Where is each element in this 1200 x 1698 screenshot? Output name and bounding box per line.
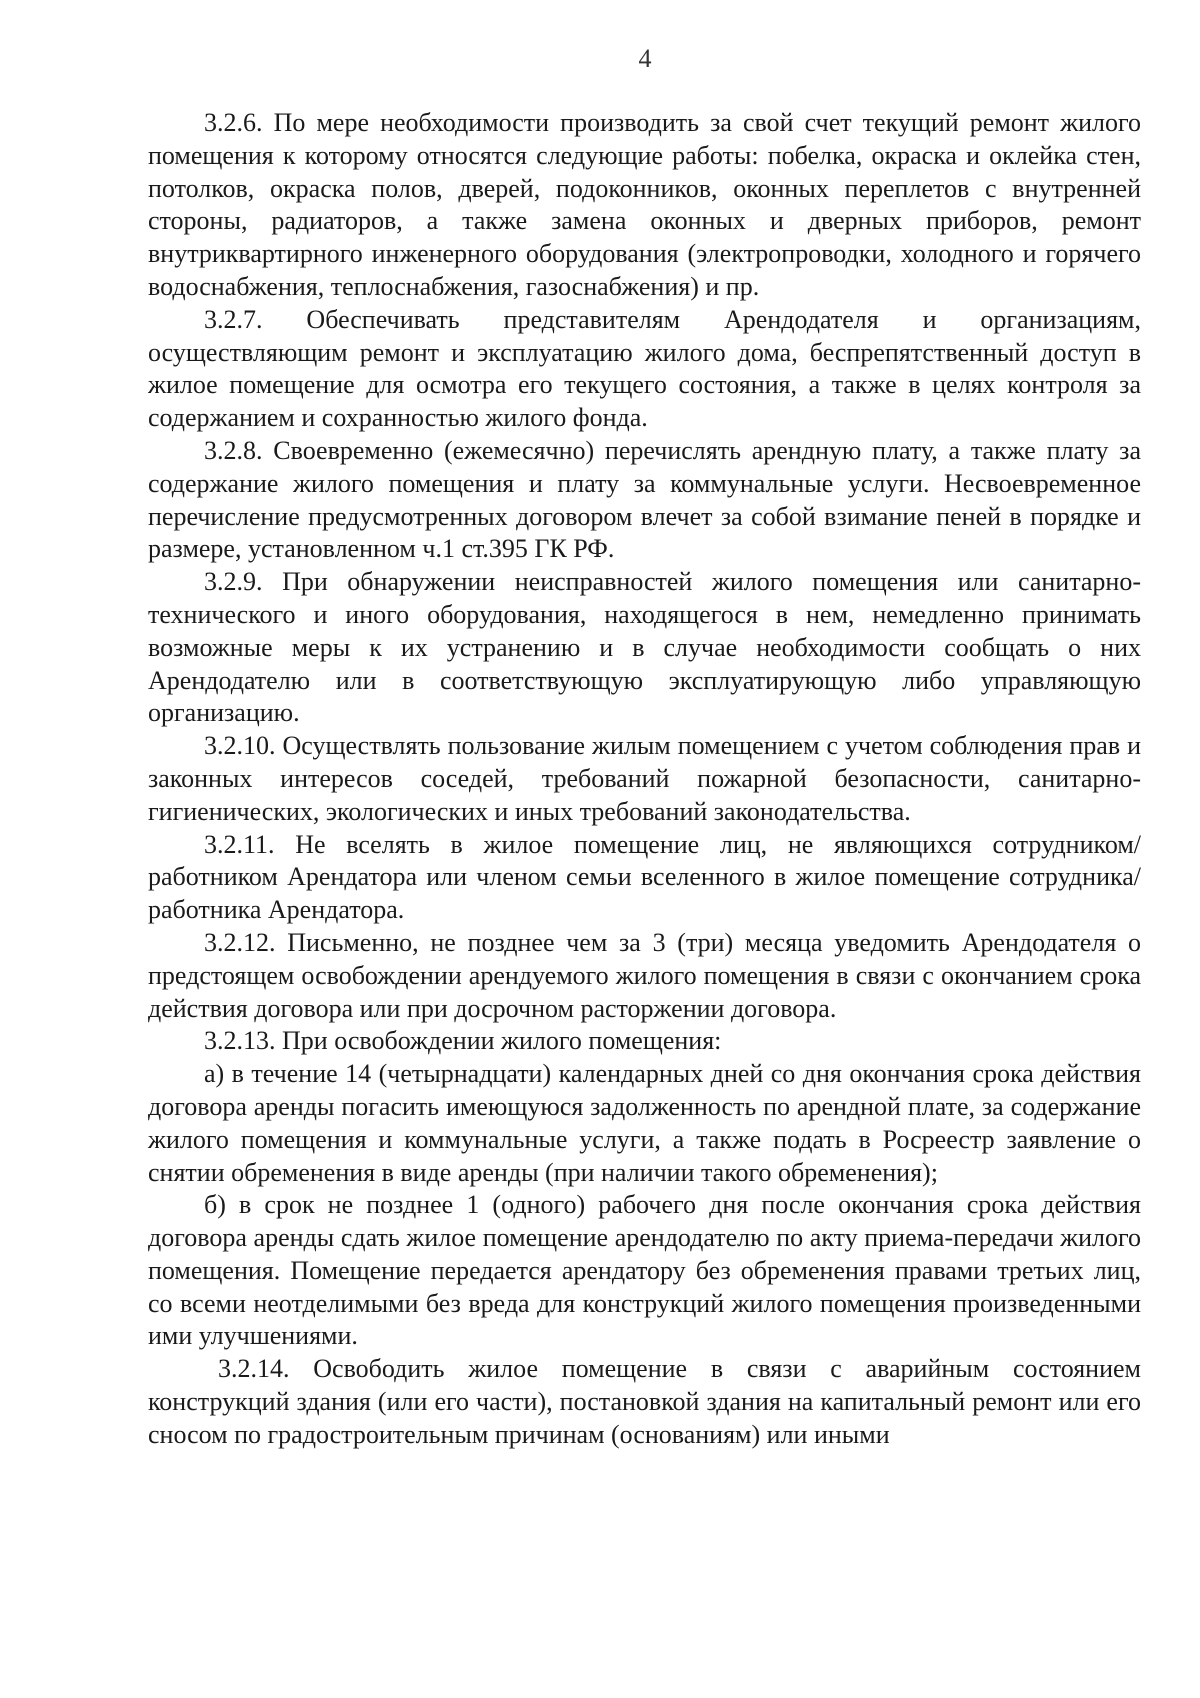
clause-number: 3.2.6. (204, 108, 263, 137)
clause-3-2-13 (148, 1025, 1141, 1058)
clause-3-2-14 (148, 1353, 1141, 1451)
clause-number: 3.2.7. (204, 304, 263, 334)
clause-3-2-9 (148, 566, 1141, 730)
clause-text: Осуществлять пользование жилым помещением с учетом соблюдения прав и законных интересов соседей, требований пожарной безопасности, санитарно-гигиенических, экологических и иных требований законодательства. (148, 731, 1141, 826)
clause-text: Освободить жилое помещение в связи с аварийным состоянием конструкций здания (или его части), постановкой здания на капитальный ремонт или его сносом по градостроительным причинам (основаниям) или иными (148, 1354, 1142, 1449)
clause-text: По мере необходимости производить за свой счет текущий ремонт жилого помещения к которому относятся следующие работы: побелка, окраска и оклейка стен, потолков, окраска полов, дверей, подоконников, оконных переплетов с внутренней стороны, радиаторов, а также замена оконных и дверных приборов, ремонт внутриквартирного инженерного оборудования (электропроводки, холодного и горячего водоснабжения, теплоснабжения, газоснабжения) и пр. (148, 108, 1142, 301)
clause-text: При освобождении жилого помещения: (282, 1026, 722, 1056)
clause-text: Обеспечивать представителям Арендодателя и организациям, осуществляющим ремонт и эксплуатацию жилого дома, беспрепятственный доступ в жилое помещение для осмотра его текущего состояния, а также в целях контроля за содержанием и сохранностью жилого фонда. (148, 304, 1141, 433)
clause-3-2-11 (148, 829, 1141, 927)
clause-text: Не вселять в жилое помещение лиц, не являющихся сотрудником/работником Арендатора или членом семьи вселенного в жилое помещение сотрудника/работника Арендатора. (148, 829, 1141, 925)
clause-text: Письменно, не позднее чем за 3 (три) месяца уведомить Арендодателя о предстоящем освобождении арендуемого жилого помещения в связи с окончанием срока действия договора или при досрочном расторжении договора. (148, 927, 1142, 1023)
subitem-a: а) в течение 14 (четырнадцати) календарных дней со дня окончания срока действия договора аренды погасить имеющуюся задолженность по арендной плате, за содержание жилого помещения и коммунальные услуги, а также подать в Росреестр заявление о снятии обременения в виде аренды (при наличии такого обременения); (148, 1059, 1141, 1187)
clause-3-2-12 (148, 927, 1141, 1025)
clause-number: 3.2.11. (204, 829, 275, 859)
clause-text: При обнаружении неисправностей жилого помещения или санитарно-технического и иного оборудования, находящегося в нем, немедленно принимать возможные меры к их устранению и в случае необходимости сообщать о них Арендодателю или в соответствующую эксплуатирующую либо управляющую организацию. (148, 567, 1141, 728)
clause-3-2-8 (148, 435, 1141, 566)
subitem-b: б) в срок не позднее 1 (одного) рабочего дня после окончания срока действия договора аренды сдать жилое помещение арендодателю по акту приема-передачи жилого помещения. Помещение передается арендатору без обременения правами третьих лиц, со всеми неотделимыми без вреда для конструкций жилого помещения произведенными ими улучшениями. (148, 1190, 1141, 1351)
clause-number: 3.2.8. (204, 435, 263, 465)
document-body (148, 107, 1141, 1452)
page-number: 4 (638, 44, 652, 73)
clause-3-2-6 (148, 107, 1141, 304)
clause-number: 3.2.9. (204, 567, 263, 597)
clause-3-2-7 (148, 304, 1141, 435)
clause-number: 3.2.13. (204, 1026, 276, 1056)
clause-text: Своевременно (ежемесячно) перечислять арендную плату, а также плату за содержание жилого помещения и плату за коммунальные услуги. Несвоевременное перечисление предусмотренных договором влечет за собой взимание пеней в порядке и размере, установленном ч.1 ст.395 ГК РФ. (148, 435, 1141, 564)
clause-number: 3.2.14. (218, 1354, 290, 1384)
clause-number: 3.2.12. (204, 927, 276, 957)
clause-3-2-10 (148, 730, 1141, 828)
clause-number: 3.2.10. (204, 731, 276, 761)
